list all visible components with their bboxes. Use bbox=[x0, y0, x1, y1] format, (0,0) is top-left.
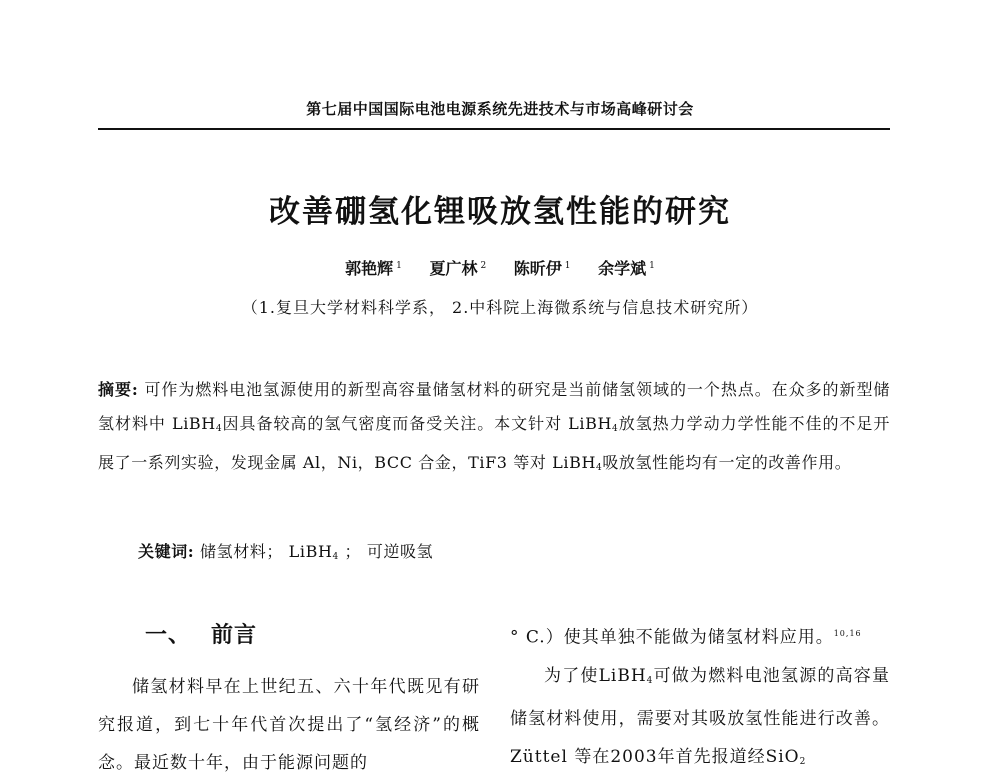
body-text: 为了使LiBH bbox=[544, 665, 647, 686]
author-name: 夏广林 bbox=[429, 259, 478, 278]
author-affil-mark: 1 bbox=[649, 260, 655, 271]
abstract-text: 放氢热力学动力学性能不佳的不足开展了一系列实验，发现金属 Al，Ni，BCC 合金，TiF3 等对 LiBH bbox=[98, 413, 890, 472]
section-title: 前言 bbox=[211, 622, 258, 648]
paper-title: 改善硼氢化锂吸放氢性能的研究 bbox=[269, 194, 731, 230]
author-list bbox=[0, 256, 1000, 279]
author bbox=[429, 256, 486, 279]
keywords bbox=[98, 535, 890, 575]
subscript: 4 bbox=[646, 675, 654, 686]
section-number: 一、 bbox=[145, 622, 192, 648]
author-affil-mark: 2 bbox=[480, 260, 487, 271]
author-name: 余学斌 bbox=[598, 259, 647, 278]
header-rule bbox=[98, 128, 890, 130]
body-paragraph bbox=[510, 657, 890, 781]
abstract-label: 摘要: bbox=[98, 380, 139, 399]
abstract-text: 可作为燃料电池氢源使用的新型高容量储氢材料的研究是当前储氢领域的一个热点。在众多的新型储氢材料中 LiBH bbox=[98, 380, 890, 433]
abstract-text: 因具备较高的氢气密度而备受关注。本文针对 LiBH bbox=[222, 413, 613, 433]
author-name: 郭艳辉 bbox=[345, 259, 394, 278]
author bbox=[345, 256, 402, 279]
body-column-right bbox=[510, 615, 890, 781]
body-text: 可做为燃料电池氢源的高容量储氢材料使用，需要对其吸放氢性能进行改善。Züttel 等在2003年首先报道经SiO bbox=[510, 665, 891, 767]
author-name: 陈昕伊 bbox=[513, 259, 562, 278]
body-text: ° C.）使其单独不能做为储氢材料应用。 bbox=[510, 627, 834, 648]
subscript: 4 bbox=[332, 552, 339, 562]
keywords-text: 储氢材料； LiBH bbox=[194, 542, 333, 561]
author bbox=[514, 256, 571, 279]
subscript: 4 bbox=[612, 423, 619, 434]
keywords-label: 关键词: bbox=[138, 542, 195, 561]
subscript: 4 bbox=[596, 463, 603, 473]
keywords-text: ； 可逆吸氢 bbox=[338, 542, 434, 561]
body-column-left bbox=[98, 668, 480, 782]
subscript: 2 bbox=[799, 756, 807, 767]
citation-mark: 10,16 bbox=[833, 629, 862, 638]
running-header: 第七届中国国际电池电源系统先进技术与市场高峰研讨会 bbox=[306, 100, 694, 118]
author-affil-mark: 1 bbox=[396, 260, 402, 271]
affiliations: （1.复旦大学材料科学系， 2.中科院上海微系统与信息技术研究所） bbox=[241, 298, 759, 317]
author-affil-mark: 1 bbox=[564, 260, 571, 271]
abstract-text: 吸放氢性能均有一定的改善作用。 bbox=[602, 453, 852, 472]
author bbox=[598, 256, 655, 279]
body-paragraph bbox=[510, 615, 890, 657]
subscript: 4 bbox=[215, 423, 223, 434]
body-paragraph: 储氢材料早在上世纪五、六十年代既见有研究报道，到七十年代首次提出了“氢经济”的概念。最近数十年，由于能源问题的 bbox=[98, 677, 480, 773]
abstract bbox=[98, 373, 890, 486]
section-heading bbox=[145, 618, 257, 649]
